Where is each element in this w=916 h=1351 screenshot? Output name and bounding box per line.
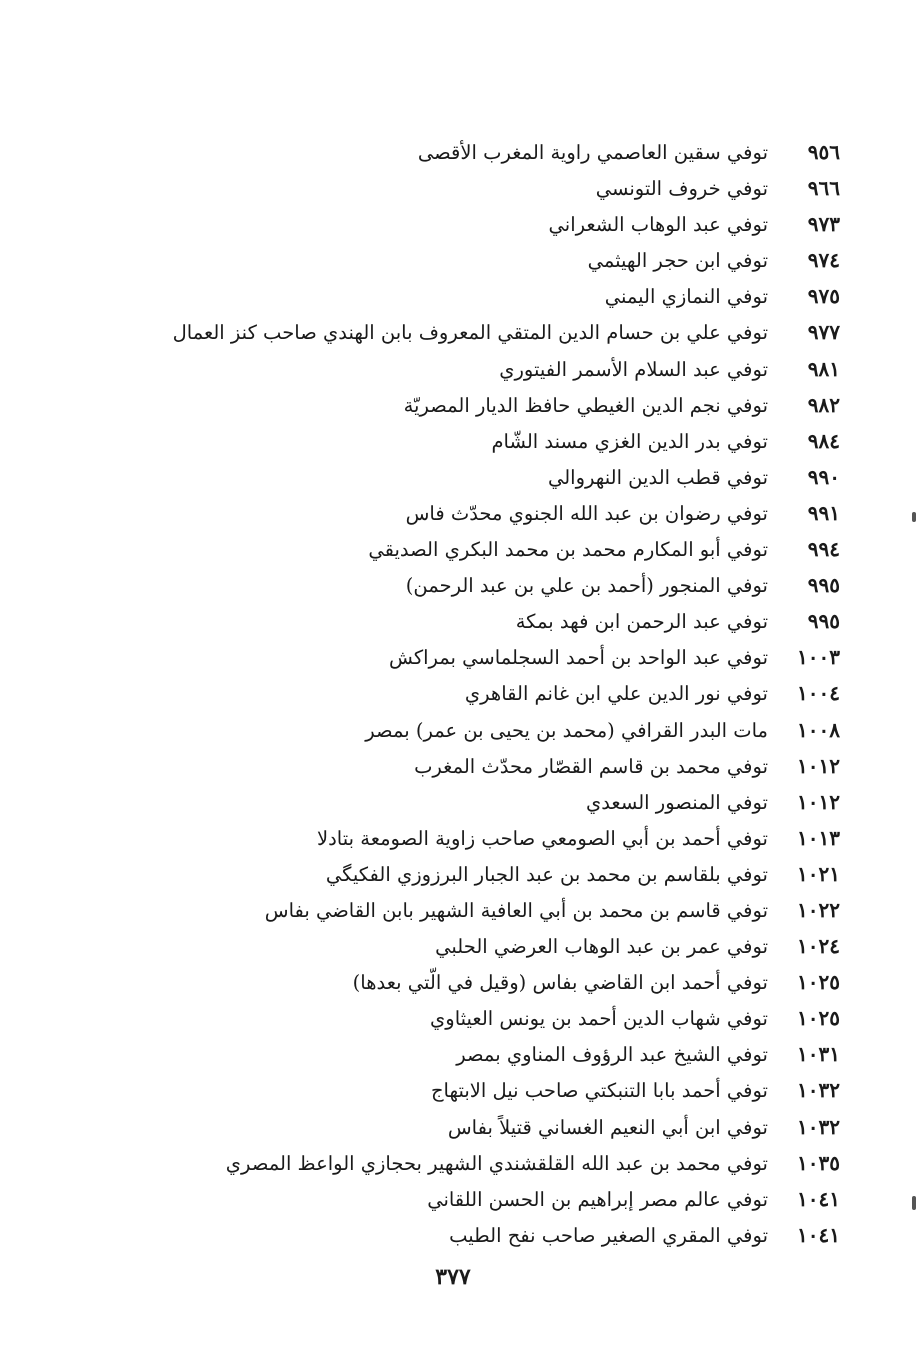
chronology-entry	[120, 314, 840, 350]
entry-text: توفي أبو المكارم محمد بن محمد البكري الصديقي	[368, 538, 768, 562]
chronology-entry	[120, 964, 840, 1000]
entry-year: ٩٦٦	[807, 176, 840, 201]
entry-year: ٩٧٤	[807, 248, 840, 273]
chronology-entry	[120, 712, 840, 748]
entry-year: ١٠١٢	[797, 753, 840, 778]
entry-text: توفي محمد بن عبد الله القلقشندي الشهير بحجازي الواعظ المصري	[225, 1151, 768, 1175]
chronology-entry	[120, 278, 840, 314]
chronology-entry	[120, 892, 840, 928]
entry-text: توفي قطب الدين النهروالي	[547, 465, 768, 489]
chronology-list	[120, 134, 840, 1253]
entry-year: ١٠٢٥	[797, 970, 840, 995]
entry-text: مات البدر القرافي (محمد بن يحيى بن عمر) بمصر	[365, 718, 768, 742]
entry-text: توفي بدر الدين الغزي مسند الشّام	[491, 429, 768, 453]
entry-text: توفي عبد الرحمن ابن فهد بمكة	[515, 610, 768, 634]
entry-year: ١٠٤١	[797, 1186, 840, 1211]
entry-year: ١٠٣٥	[797, 1150, 840, 1175]
entry-year: ٩٩٤	[807, 537, 840, 562]
entry-year: ٩٩٠	[807, 464, 840, 489]
entry-year: ١٠٠٨	[797, 717, 840, 742]
chronology-entry	[120, 134, 840, 170]
entry-text: توفي بلقاسم بن محمد بن عبد الجبار البرزوزي الفكيگي	[325, 862, 768, 886]
chronology-entry	[120, 170, 840, 206]
entry-year: ١٠٢٥	[797, 1006, 840, 1031]
entry-text: توفي عبد السلام الأسمر الفيتوري	[499, 357, 768, 381]
page-number: ٣٧٧	[435, 1264, 471, 1290]
entry-year: ١٠٠٣	[797, 645, 840, 670]
entry-year: ٩٨١	[807, 356, 840, 381]
entry-text: توفي عالم مصر إبراهيم بن الحسن اللقاني	[427, 1187, 768, 1211]
chronology-entry	[120, 459, 840, 495]
chronology-entry	[120, 531, 840, 567]
entry-year: ١٠١٢	[797, 789, 840, 814]
margin-mark-bottom	[912, 1196, 916, 1210]
margin-mark-top	[912, 512, 916, 522]
chronology-entry	[120, 639, 840, 675]
entry-text: توفي عبد الواحد بن أحمد السجلماسي بمراكش	[388, 646, 768, 670]
entry-text: توفي نور الدين علي ابن غانم القاهري	[464, 682, 768, 706]
chronology-entry	[120, 387, 840, 423]
entry-year: ٩٧٣	[807, 212, 840, 237]
entry-text: توفي علي بن حسام الدين المتقي المعروف بابن الهندي صاحب كنز العمال	[172, 321, 768, 345]
chronology-entry	[120, 675, 840, 711]
entry-text: توفي رضوان بن عبد الله الجنوي محدّث فاس	[405, 501, 768, 525]
chronology-entry	[120, 1217, 840, 1253]
chronology-entry	[120, 242, 840, 278]
entry-year: ١٠٣٢	[797, 1078, 840, 1103]
chronology-entry	[120, 351, 840, 387]
entry-year: ٩٧٥	[807, 284, 840, 309]
entry-year: ١٠٢٢	[797, 897, 840, 922]
chronology-entry	[120, 206, 840, 242]
entry-text: توفي أحمد ابن القاضي بفاس (وقيل في الّتي بعدها)	[352, 971, 768, 995]
entry-year: ١٠٢١	[797, 861, 840, 886]
chronology-entry	[120, 748, 840, 784]
entry-text: توفي محمد بن قاسم القصّار محدّث المغرب	[414, 754, 768, 778]
entry-year: ٩٩٥	[807, 609, 840, 634]
entry-text: توفي سقين العاصمي راوية المغرب الأقصى	[417, 141, 768, 164]
entry-text: توفي المنجور (أحمد بن علي بن عبد الرحمن)	[405, 574, 768, 598]
chronology-entry	[120, 567, 840, 603]
chronology-entry	[120, 856, 840, 892]
entry-text: توفي الشيخ عبد الرؤوف المناوي بمصر	[456, 1043, 768, 1067]
entry-year: ١٠١٣	[797, 825, 840, 850]
entry-year: ٩٨٤	[807, 428, 840, 453]
entry-year: ١٠٣٢	[797, 1114, 840, 1139]
chronology-entry	[120, 928, 840, 964]
entry-text: توفي أحمد بابا التنبكتي صاحب نيل الابتهاج	[430, 1079, 768, 1103]
chronology-entry	[120, 1145, 840, 1181]
entry-year: ١٠٠٤	[797, 681, 840, 706]
chronology-entry	[120, 603, 840, 639]
entry-year: ٩٥٦	[807, 140, 840, 164]
chronology-entry	[120, 820, 840, 856]
entry-text: توفي نجم الدين الغيطي حافظ الديار المصريّة	[403, 393, 768, 417]
entry-text: توفي المنصور السعدي	[585, 790, 768, 814]
chronology-entry	[120, 1181, 840, 1217]
entry-text: توفي المقري الصغير صاحب نفح الطيب	[449, 1223, 768, 1247]
entry-text: توفي عبد الوهاب الشعراني	[548, 213, 768, 237]
entry-text: توفي ابن حجر الهيثمي	[587, 249, 768, 273]
chronology-entry	[120, 423, 840, 459]
chronology-entry	[120, 1109, 840, 1145]
entry-year: ١٠٢٤	[797, 934, 840, 959]
entry-text: توفي قاسم بن محمد بن أبي العافية الشهير بابن القاضي بفاس	[264, 898, 768, 922]
chronology-entry	[120, 495, 840, 531]
entry-text: توفي خروف التونسي	[595, 177, 768, 201]
chronology-entry	[120, 1036, 840, 1072]
entry-text: توفي عمر بن عبد الوهاب العرضي الحلبي	[435, 935, 768, 959]
entry-text: توفي النمازي اليمني	[604, 285, 768, 309]
entry-year: ١٠٤١	[797, 1222, 840, 1247]
entry-year: ٩٩١	[807, 500, 840, 525]
chronology-entry	[120, 1000, 840, 1036]
entry-year: ٩٧٧	[807, 320, 840, 345]
entry-year: ١٠٣١	[797, 1042, 840, 1067]
entry-text: توفي ابن أبي النعيم الغساني قتيلاً بفاس	[447, 1115, 768, 1139]
entry-year: ٩٨٢	[807, 392, 840, 417]
entry-year: ٩٩٥	[807, 573, 840, 598]
chronology-entry	[120, 1072, 840, 1108]
entry-text: توفي أحمد بن أبي الصومعي صاحب زاوية الصومعة بتادلا	[316, 826, 768, 850]
chronology-entry	[120, 784, 840, 820]
entry-text: توفي شهاب الدين أحمد بن يونس العيثاوي	[430, 1007, 768, 1031]
